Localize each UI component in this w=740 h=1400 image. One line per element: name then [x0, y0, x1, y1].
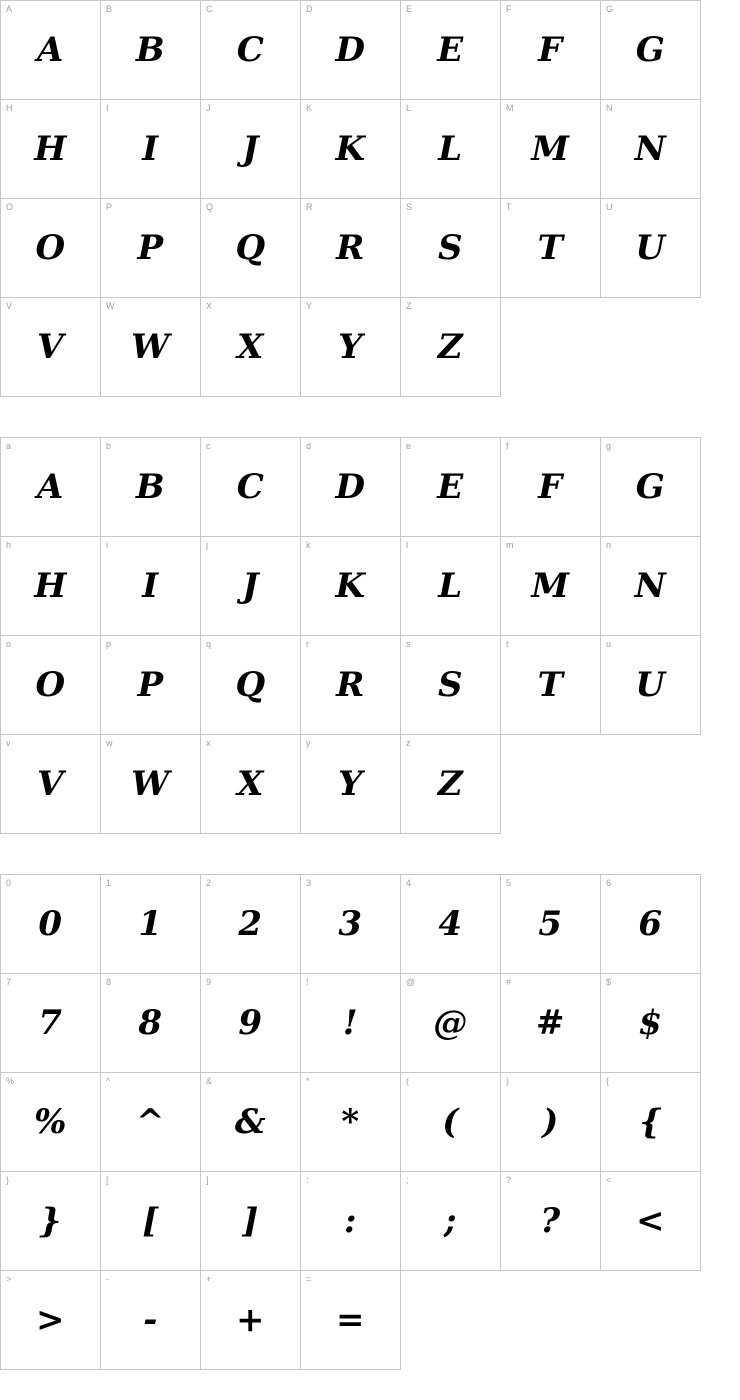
- glyph-cell-character: @: [433, 1003, 468, 1043]
- glyph-cell-character: R: [336, 228, 365, 268]
- glyph-cell-character: >: [36, 1300, 65, 1340]
- glyph-cell[interactable]: [101, 1073, 201, 1172]
- glyph-cell[interactable]: [301, 1172, 401, 1271]
- glyph-cell-label: o: [6, 639, 12, 649]
- glyph-cell-character: A: [37, 467, 64, 507]
- glyph-cell[interactable]: [401, 537, 501, 636]
- glyph-cell-empty: [501, 1271, 601, 1370]
- glyph-cell[interactable]: [301, 1, 401, 100]
- glyph-cell[interactable]: [501, 974, 601, 1073]
- glyph-cell-label: &: [206, 1076, 213, 1086]
- glyph-cell-character: }: [39, 1201, 62, 1241]
- glyph-cell-character: U: [635, 228, 666, 268]
- glyph-cell-character: ^: [136, 1102, 165, 1142]
- glyph-cell[interactable]: [501, 537, 601, 636]
- glyph-cell-label: v: [6, 738, 11, 748]
- glyph-cell[interactable]: [301, 438, 401, 537]
- glyph-cell[interactable]: [601, 537, 701, 636]
- glyph-cell-character: J: [242, 566, 259, 606]
- glyph-cell-character: -: [143, 1300, 158, 1340]
- glyph-cell-label: V: [6, 301, 13, 311]
- glyph-cell[interactable]: [101, 199, 201, 298]
- glyph-cell-label: i: [106, 540, 108, 550]
- glyph-cell-character: {: [639, 1102, 662, 1142]
- glyph-cell-character: M: [531, 566, 570, 606]
- glyph-cell[interactable]: [101, 438, 201, 537]
- glyph-cell-label: D: [306, 4, 313, 14]
- glyph-cell-character: S: [437, 228, 464, 268]
- glyph-cell[interactable]: [301, 199, 401, 298]
- glyph-cell-character: K: [335, 566, 366, 606]
- glyph-cell-label: 8: [106, 977, 112, 987]
- glyph-cell-label: f: [506, 441, 509, 451]
- glyph-cell-label: =: [306, 1274, 312, 1284]
- glyph-cell-label: 6: [606, 878, 612, 888]
- glyph-cell-character: =: [336, 1300, 365, 1340]
- glyph-cell[interactable]: [1, 1271, 101, 1370]
- glyph-cell-character: ]: [242, 1201, 259, 1241]
- glyph-cell-label: r: [306, 639, 309, 649]
- glyph-cell-label: m: [506, 540, 514, 550]
- glyph-cell[interactable]: [501, 875, 601, 974]
- glyph-cell-label: (: [406, 1076, 409, 1086]
- glyph-cell-character: (: [442, 1102, 459, 1142]
- glyph-cell-label: h: [6, 540, 12, 550]
- glyph-cell-label: >: [6, 1274, 12, 1284]
- glyph-cell-character: C: [236, 467, 265, 507]
- glyph-cell[interactable]: [401, 735, 501, 834]
- glyph-cell[interactable]: [1, 1, 101, 100]
- glyph-cell-character: Y: [338, 764, 363, 804]
- glyph-cell[interactable]: [301, 298, 401, 397]
- glyph-cell[interactable]: [101, 100, 201, 199]
- glyph-cell-character: B: [135, 30, 166, 70]
- glyph-cell[interactable]: [501, 1172, 601, 1271]
- glyph-cell[interactable]: [601, 875, 701, 974]
- glyph-cell-character: Q: [235, 228, 266, 268]
- glyph-cell-character: L: [438, 566, 463, 606]
- glyph-cell[interactable]: [401, 875, 501, 974]
- glyph-cell[interactable]: [401, 199, 501, 298]
- glyph-cell-label: 1: [106, 878, 112, 888]
- glyph-cell-label: p: [106, 639, 112, 649]
- glyph-cell-empty: [601, 1271, 701, 1370]
- glyph-cell-character: G: [635, 467, 666, 507]
- glyph-cell-character: V: [37, 327, 64, 367]
- glyph-cell[interactable]: [201, 1, 301, 100]
- glyph-cell-label: x: [206, 738, 211, 748]
- glyph-cell-character: C: [236, 30, 265, 70]
- glyph-cell-character: ): [542, 1102, 559, 1142]
- glyph-cell-character: S: [437, 665, 464, 705]
- glyph-cell-character: 3: [338, 904, 363, 944]
- glyph-cell-label: d: [306, 441, 312, 451]
- glyph-cell-label: w: [106, 738, 113, 748]
- glyph-cell-character: T: [537, 228, 564, 268]
- glyph-cell-label: <: [606, 1175, 612, 1185]
- glyph-cell[interactable]: [301, 636, 401, 735]
- glyph-cell-label: I: [106, 103, 109, 113]
- glyph-cell-empty: [601, 735, 701, 834]
- glyph-cell[interactable]: [501, 438, 601, 537]
- glyph-cell-character: F: [538, 30, 563, 70]
- glyph-cell[interactable]: [201, 438, 301, 537]
- glyph-cell-character: #: [536, 1003, 565, 1043]
- glyph-cell[interactable]: [501, 1, 601, 100]
- glyph-cell-character: Q: [235, 665, 266, 705]
- glyph-cell[interactable]: [301, 1073, 401, 1172]
- glyph-cell-character: H: [34, 129, 67, 169]
- glyph-cell-empty: [601, 298, 701, 397]
- glyph-cell-label: K: [306, 103, 313, 113]
- glyph-cell-label: U: [606, 202, 613, 212]
- glyph-cell-character: <: [636, 1201, 665, 1241]
- glyph-grid-uppercase: [0, 0, 701, 397]
- glyph-cell[interactable]: [501, 100, 601, 199]
- glyph-cell-label: A: [6, 4, 13, 14]
- glyph-cell[interactable]: [201, 298, 301, 397]
- glyph-cell-label: P: [106, 202, 113, 212]
- glyph-cell-character: B: [135, 467, 166, 507]
- glyph-cell-character: T: [537, 665, 564, 705]
- glyph-cell-label: M: [506, 103, 514, 113]
- glyph-grid-lowercase: [0, 437, 701, 834]
- glyph-cell-character: P: [137, 665, 164, 705]
- glyph-cell-character: 9: [238, 1003, 263, 1043]
- glyph-cell-label: }: [6, 1175, 10, 1185]
- glyph-cell-character: X: [237, 764, 264, 804]
- glyph-cell[interactable]: [201, 1073, 301, 1172]
- glyph-cell-character: Z: [437, 327, 464, 367]
- glyph-cell-character: *: [341, 1102, 360, 1142]
- glyph-cell[interactable]: [1, 875, 101, 974]
- glyph-cell[interactable]: [1, 537, 101, 636]
- glyph-cell-character: M: [531, 129, 570, 169]
- glyph-cell-label: !: [306, 977, 309, 987]
- glyph-cell[interactable]: [601, 1172, 701, 1271]
- glyph-cell-character: A: [37, 30, 64, 70]
- glyph-cell-label: G: [606, 4, 614, 14]
- glyph-cell[interactable]: [401, 1172, 501, 1271]
- glyph-cell[interactable]: [1, 100, 101, 199]
- glyph-cell-label: ): [506, 1076, 509, 1086]
- glyph-cell[interactable]: [301, 875, 401, 974]
- glyph-cell-character: O: [35, 665, 66, 705]
- glyph-cell-character: K: [335, 129, 366, 169]
- glyph-cell-label: W: [106, 301, 115, 311]
- glyph-cell-label: 5: [506, 878, 512, 888]
- glyph-cell-character: 7: [38, 1003, 63, 1043]
- glyph-cell-label: {: [606, 1076, 610, 1086]
- glyph-cell-label: Y: [306, 301, 313, 311]
- glyph-cell[interactable]: [301, 1271, 401, 1370]
- glyph-cell-label: S: [406, 202, 413, 212]
- glyph-cell-label: b: [106, 441, 112, 451]
- glyph-cell-character: R: [336, 665, 365, 705]
- glyph-cell-label: s: [406, 639, 411, 649]
- glyph-cell-label: 3: [306, 878, 312, 888]
- glyph-cell-empty: [501, 735, 601, 834]
- glyph-cell-label: g: [606, 441, 612, 451]
- glyph-cell[interactable]: [101, 875, 201, 974]
- glyph-cell-character: O: [35, 228, 66, 268]
- glyph-cell-empty: [501, 298, 601, 397]
- glyph-cell-character: F: [538, 467, 563, 507]
- glyph-cell[interactable]: [601, 974, 701, 1073]
- glyph-cell-label: e: [406, 441, 412, 451]
- glyph-cell[interactable]: [201, 537, 301, 636]
- glyph-cell[interactable]: [201, 875, 301, 974]
- glyph-cell[interactable]: [101, 974, 201, 1073]
- glyph-cell-label: l: [406, 540, 408, 550]
- glyph-cell[interactable]: [1, 298, 101, 397]
- glyph-cell[interactable]: [401, 298, 501, 397]
- glyph-cell[interactable]: [101, 298, 201, 397]
- glyph-cell[interactable]: [101, 636, 201, 735]
- glyph-cell-label: L: [406, 103, 412, 113]
- glyph-cell[interactable]: [101, 537, 201, 636]
- glyph-cell-label: q: [206, 639, 212, 649]
- glyph-cell-empty: [401, 1271, 501, 1370]
- glyph-cell-character: J: [242, 129, 259, 169]
- glyph-cell-character: 0: [38, 904, 63, 944]
- glyph-cell-character: D: [335, 30, 366, 70]
- glyph-cell-character: ?: [540, 1201, 561, 1241]
- glyph-cell-character: %: [34, 1102, 67, 1142]
- glyph-cell-character: E: [437, 467, 464, 507]
- glyph-cell-label: -: [106, 1274, 109, 1284]
- glyph-cell-character: D: [335, 467, 366, 507]
- glyph-cell[interactable]: [401, 974, 501, 1073]
- glyph-cell-label: j: [206, 540, 208, 550]
- glyph-cell-label: 9: [206, 977, 212, 987]
- glyph-cell[interactable]: [201, 1271, 301, 1370]
- glyph-cell-label: #: [506, 977, 512, 987]
- glyph-cell-label: ;: [406, 1175, 409, 1185]
- glyph-cell-character: 6: [638, 904, 663, 944]
- glyph-cell[interactable]: [201, 1172, 301, 1271]
- glyph-cell-label: H: [6, 103, 13, 113]
- glyph-cell[interactable]: [101, 735, 201, 834]
- glyph-cell-label: J: [206, 103, 211, 113]
- glyph-cell[interactable]: [401, 100, 501, 199]
- glyph-cell[interactable]: [101, 1, 201, 100]
- glyph-cell[interactable]: [601, 199, 701, 298]
- glyph-cell[interactable]: [1, 199, 101, 298]
- glyph-cell[interactable]: [401, 1073, 501, 1172]
- glyph-cell-character: +: [236, 1300, 265, 1340]
- glyph-cell-label: X: [206, 301, 213, 311]
- glyph-cell-label: *: [306, 1076, 310, 1086]
- glyph-cell-label: 4: [406, 878, 412, 888]
- glyph-cell-label: $: [606, 977, 612, 987]
- glyph-cell-label: [: [106, 1175, 109, 1185]
- glyph-cell-label: z: [406, 738, 411, 748]
- glyph-cell[interactable]: [401, 438, 501, 537]
- glyph-cell-character: 8: [138, 1003, 163, 1043]
- glyph-cell[interactable]: [201, 974, 301, 1073]
- glyph-cell[interactable]: [501, 199, 601, 298]
- glyph-cell[interactable]: [401, 636, 501, 735]
- glyph-cell[interactable]: [201, 636, 301, 735]
- glyph-cell-character: E: [437, 30, 464, 70]
- glyph-cell[interactable]: [1, 636, 101, 735]
- glyph-cell-character: W: [131, 764, 170, 804]
- glyph-cell-label: ]: [206, 1175, 209, 1185]
- glyph-cell-label: ?: [506, 1175, 512, 1185]
- glyph-cell-label: F: [506, 4, 512, 14]
- glyph-cell-label: k: [306, 540, 311, 550]
- glyph-cell-label: u: [606, 639, 612, 649]
- glyph-cell-label: E: [406, 4, 413, 14]
- glyph-cell-character: [: [142, 1201, 159, 1241]
- glyph-cell-label: T: [506, 202, 512, 212]
- glyph-cell-label: :: [306, 1175, 309, 1185]
- glyph-cell[interactable]: [301, 100, 401, 199]
- glyph-cell-label: R: [306, 202, 313, 212]
- glyph-cell[interactable]: [501, 1073, 601, 1172]
- glyph-cell[interactable]: [201, 199, 301, 298]
- glyph-cell-character: N: [634, 566, 667, 606]
- glyph-grid-symbols: [0, 874, 701, 1370]
- glyph-cell[interactable]: [1, 735, 101, 834]
- glyph-cell-label: B: [106, 4, 113, 14]
- glyph-cell-label: %: [6, 1076, 15, 1086]
- glyph-cell-character: P: [137, 228, 164, 268]
- glyph-cell-label: @: [406, 977, 416, 987]
- glyph-cell-character: H: [34, 566, 67, 606]
- glyph-cell[interactable]: [601, 100, 701, 199]
- glyph-cell[interactable]: [201, 735, 301, 834]
- glyph-cell-character: X: [237, 327, 264, 367]
- glyph-cell-label: t: [506, 639, 509, 649]
- glyph-cell-character: G: [635, 30, 666, 70]
- glyph-cell-label: c: [206, 441, 211, 451]
- glyph-cell[interactable]: [1, 438, 101, 537]
- glyph-cell[interactable]: [601, 1, 701, 100]
- glyph-cell[interactable]: [101, 1271, 201, 1370]
- glyph-cell-character: ;: [443, 1201, 458, 1241]
- glyph-cell[interactable]: [1, 1073, 101, 1172]
- glyph-cell-label: a: [6, 441, 12, 451]
- glyph-cell[interactable]: [301, 537, 401, 636]
- glyph-cell-character: V: [37, 764, 64, 804]
- glyph-cell-label: Z: [406, 301, 412, 311]
- glyph-cell[interactable]: [1, 1172, 101, 1271]
- glyph-cell[interactable]: [301, 735, 401, 834]
- glyph-cell-character: N: [634, 129, 667, 169]
- glyph-cell[interactable]: [201, 100, 301, 199]
- glyph-cell-character: Z: [437, 764, 464, 804]
- glyph-cell-character: 5: [538, 904, 563, 944]
- glyph-cell-character: U: [635, 665, 666, 705]
- glyph-cell-label: 2: [206, 878, 212, 888]
- glyph-cell-character: Y: [338, 327, 363, 367]
- glyph-cell[interactable]: [601, 438, 701, 537]
- glyph-cell-label: y: [306, 738, 311, 748]
- glyph-cell-character: I: [142, 129, 159, 169]
- glyph-cell-label: N: [606, 103, 613, 113]
- glyph-cell-label: O: [6, 202, 14, 212]
- glyph-cell-label: ^: [106, 1076, 111, 1086]
- glyph-cell-label: n: [606, 540, 612, 550]
- glyph-cell[interactable]: [501, 636, 601, 735]
- glyph-cell[interactable]: [601, 1073, 701, 1172]
- glyph-cell-character: $: [638, 1003, 663, 1043]
- glyph-cell-character: 4: [438, 904, 463, 944]
- glyph-cell-character: :: [343, 1201, 358, 1241]
- glyph-cell-label: 7: [6, 977, 12, 987]
- glyph-cell-character: I: [142, 566, 159, 606]
- glyph-cell-character: W: [131, 327, 170, 367]
- glyph-cell-label: +: [206, 1274, 212, 1284]
- glyph-cell[interactable]: [601, 636, 701, 735]
- glyph-cell-character: 2: [238, 904, 263, 944]
- glyph-cell[interactable]: [401, 1, 501, 100]
- glyph-cell-character: !: [342, 1003, 359, 1043]
- glyph-cell-label: C: [206, 4, 213, 14]
- glyph-cell-character: &: [234, 1102, 267, 1142]
- glyph-cell[interactable]: [101, 1172, 201, 1271]
- glyph-cell-character: 1: [138, 904, 163, 944]
- glyph-cell-label: 0: [6, 878, 12, 888]
- glyph-cell-character: L: [438, 129, 463, 169]
- glyph-cell[interactable]: [301, 974, 401, 1073]
- glyph-cell-label: Q: [206, 202, 214, 212]
- glyph-cell[interactable]: [1, 974, 101, 1073]
